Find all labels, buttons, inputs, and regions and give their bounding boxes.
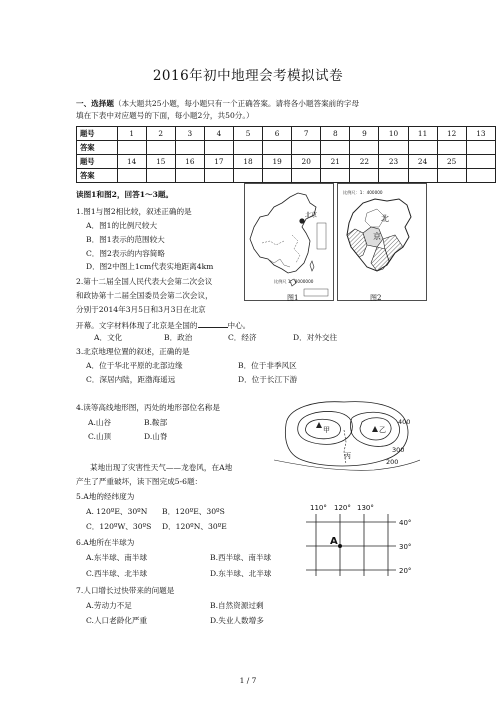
grid-point-a: A <box>330 536 338 547</box>
q2-option-a[interactable]: A．文化 <box>94 333 123 342</box>
table-cell: 15 <box>146 155 175 169</box>
q2-line3: 分别于2014年3月5日和3月3日在北京 <box>76 305 206 314</box>
q5-6-intro-line1: 某地出现了灾害性天气——龙卷风，在A地 <box>90 463 233 472</box>
q3-option-b[interactable]: B．位于非季风区 <box>238 361 297 370</box>
q7-option-c[interactable]: C.人口老龄化严重 <box>86 616 148 625</box>
q7-stem: 7.人口增长过快带来的问题是 <box>76 586 175 595</box>
q5-option-a[interactable]: A. 120ºE、30ºN <box>86 507 148 516</box>
answer-cell[interactable] <box>437 169 466 183</box>
table-cell: 12 <box>437 127 466 141</box>
answer-cell[interactable] <box>117 141 146 155</box>
q6-option-c[interactable]: C.西半球、北半球 <box>86 569 148 578</box>
table-cell: 题号 <box>77 127 118 141</box>
answer-cell[interactable] <box>175 141 204 155</box>
page-title: 2016年初中地理会考模拟试卷 <box>152 68 344 84</box>
q7-option-d[interactable]: D.失业人数增多 <box>210 616 264 625</box>
q2-line4-text: 开幕。文字材料体现了北京是全国的 <box>76 321 198 330</box>
contour-300-label: 300 <box>392 446 405 454</box>
table-cell: 23 <box>379 155 408 169</box>
q6-option-a[interactable]: A.东半球、南半球 <box>86 553 148 562</box>
q1-option-c[interactable]: C．图2表示的内容简略 <box>86 249 165 258</box>
q3-stem: 3.北京地理位置的叙述，正确的是 <box>76 347 190 356</box>
table-cell: 21 <box>321 155 350 169</box>
section1-heading: 一、选择题 <box>76 99 114 108</box>
q7-option-b[interactable]: B.自然资源过剩 <box>210 601 264 610</box>
map2-jing-label: 京 <box>373 232 381 241</box>
table-cell: 24 <box>408 155 437 169</box>
map2-caption: 图2 <box>370 294 382 302</box>
q2-line4-end: 中心。 <box>227 321 251 330</box>
table-cell: 17 <box>204 155 233 169</box>
table-cell <box>466 155 495 169</box>
answer-cell[interactable] <box>379 169 408 183</box>
q1-stem: 1.图1与图2相比较，叙述正确的是 <box>76 207 192 216</box>
contour-400-label: 400 <box>398 418 411 426</box>
answer-cell[interactable] <box>437 141 466 155</box>
answer-cell[interactable] <box>379 141 408 155</box>
q2-option-c[interactable]: C．经济 <box>228 333 257 342</box>
table-row <box>77 169 496 183</box>
q5-option-c[interactable]: C．120ºW、30ºS <box>86 522 152 531</box>
table-row <box>77 127 496 141</box>
table-row <box>77 155 496 169</box>
answer-cell[interactable] <box>263 169 292 183</box>
q7-option-a[interactable]: A.劳动力不足 <box>86 601 132 610</box>
q6-option-b[interactable]: B.西半球、南半球 <box>210 553 272 562</box>
grid-lon-130: 130° <box>357 504 374 512</box>
map-figure-2 <box>337 183 427 301</box>
grid-lat-20: 20° <box>399 567 412 575</box>
section1-header <box>76 99 359 109</box>
table-cell: 7 <box>292 127 321 141</box>
answer-cell[interactable] <box>350 169 379 183</box>
contour-jia-label: 甲 <box>323 426 330 434</box>
table-cell: 13 <box>466 127 495 141</box>
q2-line4 <box>76 319 250 331</box>
q2-option-d[interactable]: D．对外交往 <box>293 333 338 342</box>
answer-cell[interactable] <box>233 169 262 183</box>
q2-line2: 和政协第十二届全国委员会第二次会议， <box>76 291 213 300</box>
q3-option-d[interactable]: D．位于长江下游 <box>238 375 298 384</box>
answer-cell[interactable] <box>466 141 495 155</box>
table-cell: 19 <box>263 155 292 169</box>
q6-option-d[interactable]: D.东半球、北半球 <box>210 569 272 578</box>
answer-cell[interactable] <box>117 169 146 183</box>
map1-caption: 图1 <box>287 294 299 302</box>
q1-3-intro: 读图1和图2，回答1～3题。 <box>76 190 174 199</box>
answer-cell[interactable] <box>321 141 350 155</box>
table-cell: 22 <box>350 155 379 169</box>
table-cell: 题号 <box>77 155 118 169</box>
q5-stem: 5.A地的经纬度为 <box>76 492 135 501</box>
table-cell: 9 <box>350 127 379 141</box>
q1-option-b[interactable]: B．图1表示的范围较大 <box>86 235 165 244</box>
table-cell: 18 <box>233 155 262 169</box>
q2-blank[interactable] <box>198 319 228 328</box>
grid-lon-120: 120° <box>334 504 351 512</box>
answer-cell[interactable] <box>292 169 321 183</box>
table-cell: 14 <box>117 155 146 169</box>
q4-option-d[interactable]: D.山脊 <box>144 432 168 441</box>
q1-option-d[interactable]: D．图2中图上1cm代表实地距离4km <box>86 262 214 271</box>
answer-cell[interactable] <box>146 169 175 183</box>
answer-cell[interactable] <box>204 169 233 183</box>
answer-cell[interactable] <box>233 141 262 155</box>
table-cell: 10 <box>379 127 408 141</box>
answer-cell[interactable] <box>263 141 292 155</box>
answer-cell[interactable] <box>408 169 437 183</box>
answer-cell[interactable] <box>466 169 495 183</box>
grid-lon-110: 110° <box>310 504 327 512</box>
q6-stem: 6.A地所在半球为 <box>76 538 135 547</box>
table-cell: 20 <box>292 155 321 169</box>
section1-desc1: （本大题共25小题，每小题只有一个正确答案。请将各小题答案前的字母 <box>113 99 360 108</box>
q4-option-a[interactable]: A.山谷 <box>88 418 112 427</box>
answer-cell[interactable] <box>321 169 350 183</box>
table-cell: 1 <box>117 127 146 141</box>
page-number: 1 / 7 <box>239 676 257 685</box>
map2-scale: 比例尺：1：400000 <box>343 190 383 195</box>
table-cell: 答案 <box>77 141 118 155</box>
table-cell: 16 <box>175 155 204 169</box>
q3-option-c[interactable]: C．深居内陆，距渤海遥远 <box>86 375 176 384</box>
table-cell: 6 <box>263 127 292 141</box>
answer-cell[interactable] <box>292 141 321 155</box>
q5-option-b[interactable]: B．120ºE、30ºS <box>162 507 225 516</box>
map-figure-1 <box>244 183 334 301</box>
q2-line1: 2.第十二届全国人民代表大会第二次会议 <box>76 277 213 286</box>
answer-cell[interactable] <box>408 141 437 155</box>
answer-table <box>76 126 496 183</box>
answer-cell[interactable] <box>146 141 175 155</box>
q1-option-a[interactable]: A．图1的比例尺较大 <box>86 221 158 230</box>
contour-yi-label: 乙 <box>379 426 386 434</box>
q2-option-b[interactable]: B．政治 <box>164 333 193 342</box>
q5-6-intro-line2: 产生了严重破坏，读下图完成5-6题： <box>76 477 203 486</box>
q3-option-a[interactable]: A．位于华北平原的北部边缘 <box>86 361 183 370</box>
grid-lat-30: 30° <box>399 543 412 551</box>
q4-stem: 4.读等高线地形图，丙处的地形部位名称是 <box>76 403 220 412</box>
table-cell: 5 <box>233 127 262 141</box>
answer-cell[interactable] <box>350 141 379 155</box>
contour-200-label: 200 <box>386 458 399 466</box>
table-cell: 3 <box>175 127 204 141</box>
contour-bing-label: 丙 <box>344 452 351 460</box>
table-cell: 25 <box>437 155 466 169</box>
table-row <box>77 141 496 155</box>
map2-bei-label: 北 <box>381 214 389 223</box>
map1-beijing-label: 北京 <box>305 212 318 219</box>
q4-option-b[interactable]: B.鞍部 <box>144 418 168 427</box>
grid-lat-40: 40° <box>399 519 412 527</box>
table-cell: 答案 <box>77 169 118 183</box>
table-cell: 11 <box>408 127 437 141</box>
answer-cell[interactable] <box>204 141 233 155</box>
q4-option-c[interactable]: C.山顶 <box>88 432 112 441</box>
answer-cell[interactable] <box>175 169 204 183</box>
map1-scale: 比例尺 1：8000000 <box>274 279 314 284</box>
table-cell: 8 <box>321 127 350 141</box>
table-cell: 4 <box>204 127 233 141</box>
latlon-grid <box>300 500 418 580</box>
section1-desc2: 填在下表中对应题号的下面，每小题2分，共50分。） <box>76 111 254 120</box>
table-cell: 2 <box>146 127 175 141</box>
contour-map <box>274 394 420 474</box>
q5-option-d[interactable]: D．120ºN、30ºE <box>162 522 227 531</box>
